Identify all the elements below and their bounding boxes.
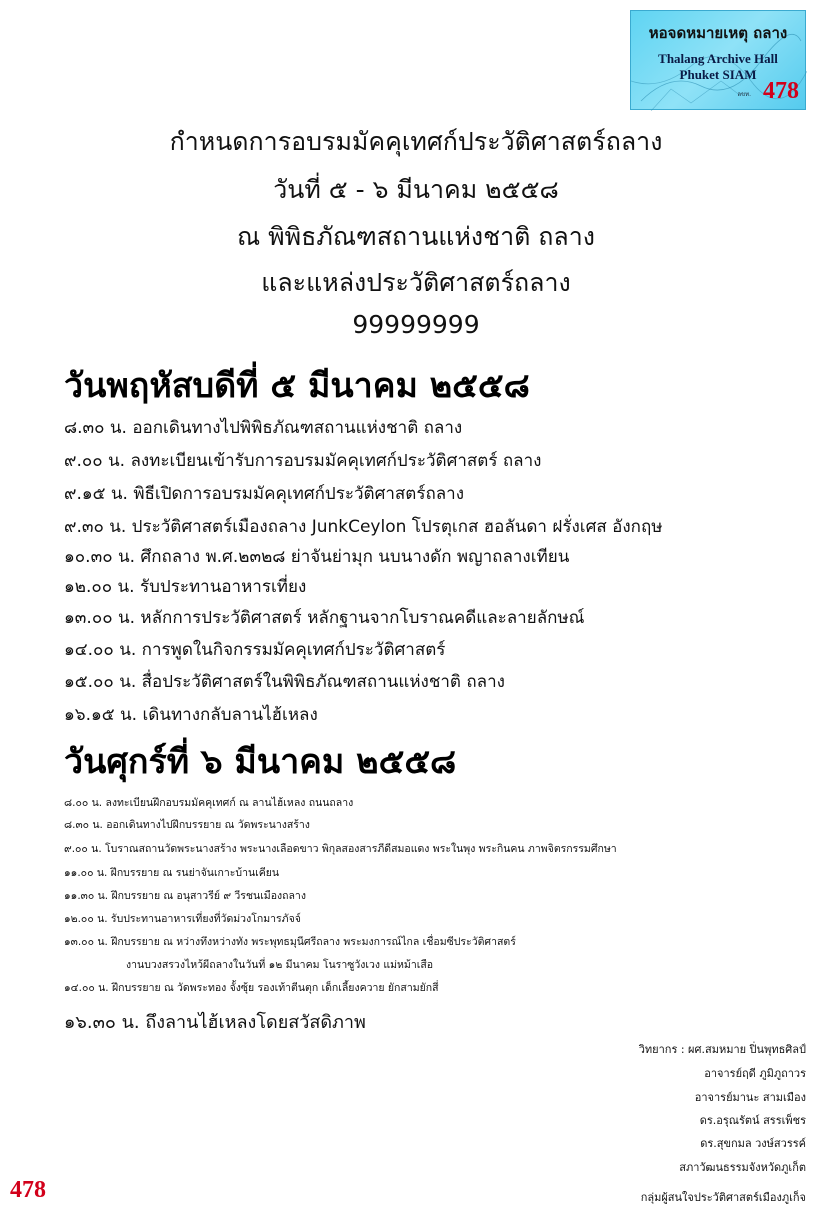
day2-item: ๙.๐๐ น. โบราณสถานวัดพระนางสร้าง พระนางเลือดขาว พิกุลสองสารภีดีสมอแดง พระในพุง พระกินคน ภาพจิตรกรรมศึกษา — [64, 843, 617, 855]
day2-item: ๑๔.๐๐ น. ฝึกบรรยาย ณ วัดพระทอง จั้งซุ้ย รองเท้าตีนตุก เด็กเลี้ยงควาย ยักสามยักสี่ — [64, 982, 439, 994]
day1-item: ๑๓.๐๐ น. หลักการประวัติศาสตร์ หลักฐานจากโบราณคดีและลายลักษณ์ — [64, 608, 585, 628]
stamp-location: Phuket SIAM — [679, 67, 757, 82]
day2-item: ๑๑.๐๐ น. ฝึกบรรยาย ณ รนย่าจันเกาะบ้านเคียน — [64, 867, 280, 879]
day1-item: ๙.๐๐ น. ลงทะเบียนเข้ารับการอบรมมัคคุเทศก์ประวัติศาสตร์ ถลาง — [64, 451, 542, 471]
day1-item: ๘.๓๐ น. ออกเดินทางไปพิพิธภัณฑสถานแห่งชาติ ถลาง — [64, 418, 463, 438]
day1-item: ๑๖.๑๕ น. เดินทางกลับลานไฮ้เหลง — [64, 705, 318, 725]
lecturer-line: ดร.สุขกมล วงษ์สวรรค์ — [700, 1137, 806, 1150]
day2-item: ๑๓.๐๐ น. ฝึกบรรยาย ณ หว่างทึงหว่างทัง พระพุทธมุนีศรีถลาง พระมงการณ์ไกล เชื่อมซีประวัติศาสตร์ — [64, 936, 516, 948]
day1-item: ๙.๓๐ น. ประวัติศาสตร์เมืองถลาง JunkCeylon โปรตุเกส ฮอลันดา ฝรั่งเศส อังกฤษ — [64, 517, 663, 537]
archive-stamp — [630, 10, 806, 110]
day2-title: วันศุกร์ที่ ๖ มีนาคม ๒๕๕๘ — [64, 742, 457, 782]
day2-item: ๘.๐๐ น. ลงทะเบียนฝึกอบรมมัคคุเทศก์ ณ ลานไฮ้เหลง ถนนถลาง — [64, 797, 354, 809]
day2-item-continuation: งานบวงสรวงไหว้ผีถลางในวันที่ ๑๒ มีนาคม โนราซูวังเวง แม่หม้าเสือ — [126, 959, 434, 971]
header-line-4: และแหล่งประวัติศาสตร์ถลาง — [261, 268, 571, 297]
day1-item: ๑๐.๓๐ น. ศึกถลาง พ.ศ.๒๓๒๘ ย่าจันย่ามุก นบนางดัก พญาถลางเทียน — [64, 547, 570, 567]
day1-item: ๙.๑๕ น. พิธีเปิดการอบรมมัคคุเทศก์ประวัติศาสตร์ถลาง — [64, 484, 465, 504]
footer-number: 478 — [10, 1177, 46, 1203]
header-line-1: กำหนดการอบรมมัคคุเทศก์ประวัติศาสตร์ถลาง — [169, 127, 663, 156]
day1-item: ๑๒.๐๐ น. รับประทานอาหารเที่ยง — [64, 577, 307, 597]
header-line-2: วันที่ ๕ - ๖ มีนาคม ๒๕๕๘ — [273, 175, 559, 204]
lecturer-line: อาจารย์ฤดี ภูมิภูถาวร — [704, 1067, 806, 1080]
lecturer-line: วิทยากร : ผศ.สมหมาย ปิ่นพุทธศิลป์ — [638, 1043, 806, 1056]
day1-item: ๑๕.๐๐ น. สื่อประวัติศาสตร์ในพิพิธภัณฑสถานแห่งชาติ ถลาง — [64, 672, 505, 692]
lecturer-line: อาจารย์มานะ สามเมือง — [694, 1091, 806, 1104]
lecturer-line: สภาวัฒนธรรมจังหวัดภูเก็ต — [679, 1161, 806, 1174]
stamp-number: 478 — [763, 78, 799, 104]
day2-item: ๑๑.๓๐ น. ฝึกบรรยาย ณ อนุสาวรีย์ ๙ วีรชนเมืองถลาง — [64, 890, 306, 902]
header-line-5: 99999999 — [352, 310, 480, 339]
header-line-3: ณ พิพิธภัณฑสถานแห่งชาติ ถลาง — [237, 222, 595, 251]
day1-item: ๑๔.๐๐ น. การพูดในกิจกรรมมัคคุเทศก์ประวัติศาสตร์ — [64, 640, 446, 660]
stamp-thai-title: หอจดหมายเหตุ ถลาง — [648, 24, 788, 42]
stamp-ref-label: ลขท. — [737, 91, 751, 98]
footer-group-name: กลุ่มผู้สนใจประวัติศาสตร์เมืองภูเก็จ — [640, 1191, 806, 1204]
day2-item: ๑๒.๐๐ น. รับประทานอาหารเที่ยงที่วัดม่วงโกมารภัจจ์ — [64, 913, 301, 925]
day1-title: วันพฤหัสบดีที่ ๕ มีนาคม ๒๕๕๘ — [64, 366, 530, 406]
lecturer-line: ดร.อรุณรัตน์ สรรเพ็ชร — [699, 1114, 806, 1127]
day2-end: ๑๖.๓๐ น. ถึงลานไฮ้เหลงโดยสวัสดิภาพ — [64, 1012, 366, 1033]
stamp-english-title: Thalang Archive Hall — [658, 51, 778, 66]
day2-item: ๘.๓๐ น. ออกเดินทางไปฝึกบรรยาย ณ วัดพระนางสร้าง — [64, 819, 310, 831]
